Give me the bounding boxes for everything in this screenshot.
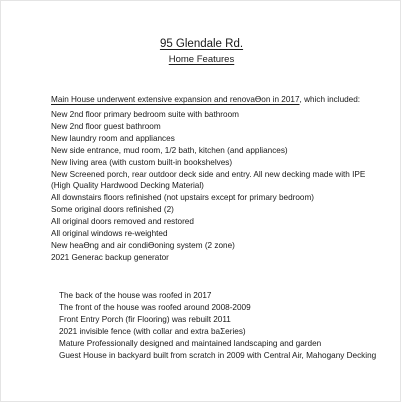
list-item: The back of the house was roofed in 2017 <box>59 291 212 300</box>
list-item: New 2nd floor primary bedroom suite with bathroom <box>51 110 239 119</box>
list-item: New living area (with custom built-in bookshelves) <box>51 157 233 167</box>
intro-line <box>51 95 360 104</box>
list-item: All downstairs floors refinished (not upstairs except for primary bedroom) <box>51 193 315 203</box>
list-item: New laundry room and appliances <box>51 133 175 143</box>
list-item: New Screened porch, rear outdoor deck side and entry. All new decking made with IPE (High Quality Hardwood Decking Material) <box>51 169 366 191</box>
list-item: 2021 invisible fence (with collar and extra baƩeries) <box>59 326 246 336</box>
list-item: New heaƟng and air condiƟoning system (2 zone) <box>51 240 235 250</box>
other-features-list <box>59 290 389 361</box>
list-item: Some original doors refinished (2) <box>51 205 174 215</box>
document-subtitle: Home Features <box>168 54 235 65</box>
list-item: Mature Professionally designed and maintained landscaping and garden <box>59 338 322 348</box>
list-item: All original windows re-weighted <box>51 229 168 239</box>
intro-rest-text: , which included: <box>299 95 361 104</box>
list-item: Front Entry Porch (fir Flooring) was rebuilt 2011 <box>59 314 231 324</box>
main-features-list <box>51 109 381 264</box>
list-item: New side entrance, mud room, 1/2 bath, kitchen (and appliances) <box>51 145 288 155</box>
intro-underlined-text: Main House underwent extensive expansion and renovaƟon in 2017 <box>51 95 300 104</box>
list-item: 2021 Generac backup generator <box>51 252 169 262</box>
list-item: All original doors removed and restored <box>51 217 194 227</box>
list-item: Guest House in backyard built from scratch in 2009 with Central Air, Mahogany Decking <box>59 350 377 360</box>
list-item: New 2nd floor guest bathroom <box>51 121 161 131</box>
document-title: 95 Glendale Rd. <box>159 38 244 50</box>
list-item: The front of the house was roofed around 2008-2009 <box>59 302 251 312</box>
